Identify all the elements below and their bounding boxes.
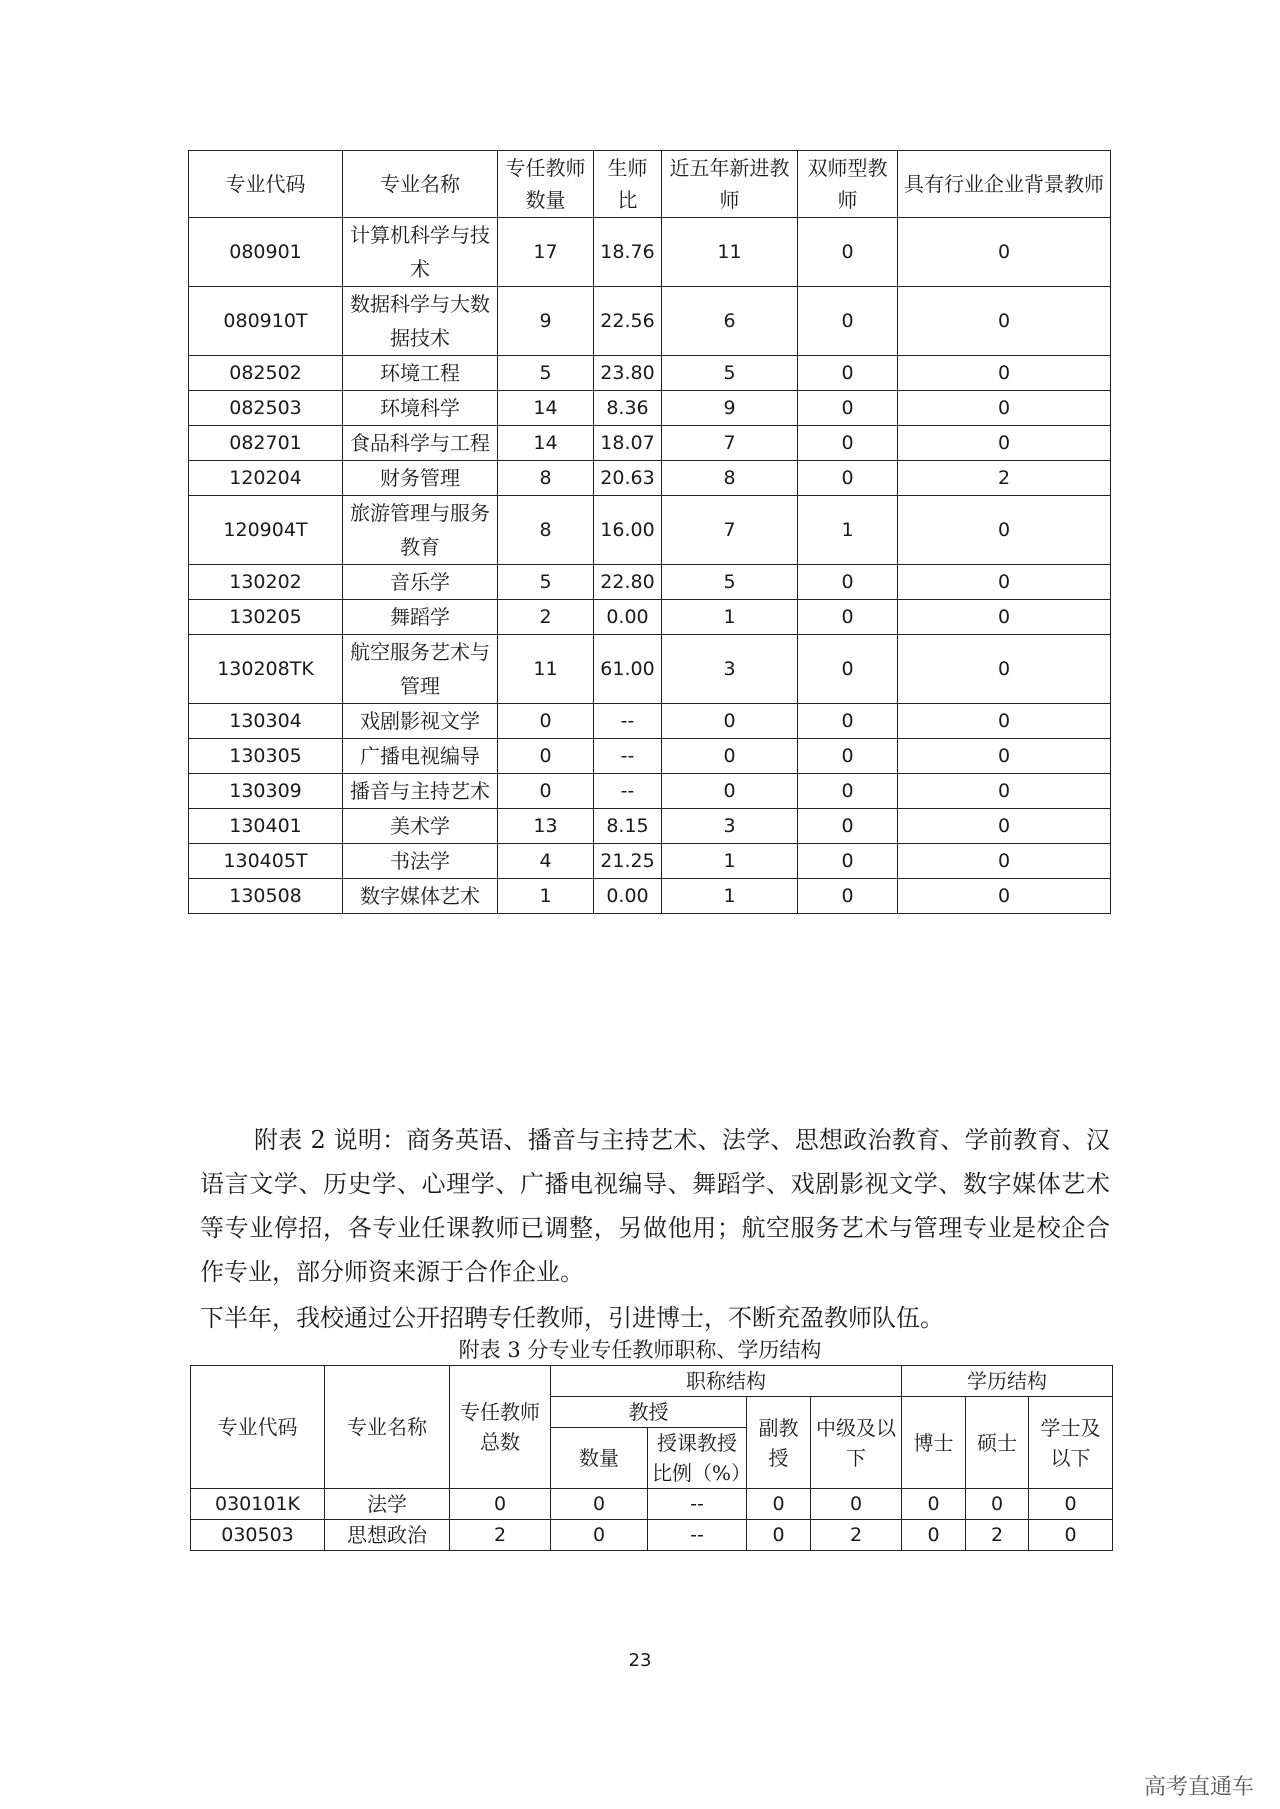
teacher-stats-table-body	[189, 218, 1111, 914]
table-cell: 0	[798, 879, 898, 914]
table-cell: 0.00	[594, 879, 662, 914]
table-row	[189, 565, 1111, 600]
table-cell: 0	[898, 774, 1111, 809]
table-cell: 030101K	[191, 1489, 325, 1520]
table-cell: 0	[551, 1489, 648, 1520]
header-cell: 近五年新进教师	[662, 151, 798, 218]
table-cell: 130304	[189, 704, 343, 739]
table-cell: 6	[662, 287, 798, 356]
table-row	[189, 635, 1111, 704]
table-cell: 0	[898, 635, 1111, 704]
table-cell: 0	[798, 461, 898, 496]
table-cell: --	[594, 739, 662, 774]
table-cell: 5	[662, 565, 798, 600]
table-cell: --	[648, 1489, 747, 1520]
table-cell: 0	[898, 844, 1111, 879]
table-cell: 130205	[189, 600, 343, 635]
header-cell: 学士及以下	[1029, 1397, 1113, 1489]
table-cell: 0	[898, 496, 1111, 565]
table-cell: 5	[498, 356, 594, 391]
table-cell: 0	[898, 356, 1111, 391]
table-cell: 音乐学	[343, 565, 498, 600]
table-cell: 130508	[189, 879, 343, 914]
table-cell: 广播电视编导	[343, 739, 498, 774]
table-cell: 1	[662, 600, 798, 635]
table-cell: 0	[898, 218, 1111, 287]
table-cell: 美术学	[343, 809, 498, 844]
table-cell: 082502	[189, 356, 343, 391]
table-cell: 财务管理	[343, 461, 498, 496]
header-cell: 教授	[551, 1397, 747, 1428]
table-cell: 环境工程	[343, 356, 498, 391]
header-cell: 专业名称	[325, 1366, 450, 1489]
table-row	[189, 356, 1111, 391]
table-cell: 8	[498, 496, 594, 565]
watermark: 高考直通车	[1143, 1775, 1254, 1800]
table-cell: --	[648, 1520, 747, 1551]
table-cell: 0	[798, 600, 898, 635]
table-cell: 130305	[189, 739, 343, 774]
table-cell: 082503	[189, 391, 343, 426]
table-cell: 0	[898, 565, 1111, 600]
header-cell: 双师型教师	[798, 151, 898, 218]
table-cell: 食品科学与工程	[343, 426, 498, 461]
header-cell: 专任教师总数	[450, 1366, 551, 1489]
header-cell: 专业代码	[189, 151, 343, 218]
header-cell: 授课教授比例（%）	[648, 1428, 747, 1489]
table-cell: 8.15	[594, 809, 662, 844]
table-cell: --	[594, 704, 662, 739]
table-cell: 22.56	[594, 287, 662, 356]
header-cell: 专业代码	[191, 1366, 325, 1489]
table-cell: 数字媒体艺术	[343, 879, 498, 914]
header-cell: 博士	[902, 1397, 966, 1489]
table-cell: 61.00	[594, 635, 662, 704]
table-cell: 9	[662, 391, 798, 426]
table-cell: 11	[662, 218, 798, 287]
recruitment-paragraph: 下半年，我校通过公开招聘专任教师，引进博士，不断充盈教师队伍。	[200, 1304, 944, 1332]
table-cell: 0	[798, 635, 898, 704]
table-cell: 2	[811, 1520, 902, 1551]
table-cell: 0	[498, 739, 594, 774]
table-cell: 0	[798, 704, 898, 739]
table-cell: 130401	[189, 809, 343, 844]
table-cell: 0	[798, 287, 898, 356]
teacher-stats-table	[188, 150, 1111, 914]
table-cell: 舞蹈学	[343, 600, 498, 635]
table-cell: 5	[498, 565, 594, 600]
table-cell: 0	[898, 287, 1111, 356]
table-cell: 3	[662, 809, 798, 844]
table-cell: 18.07	[594, 426, 662, 461]
table-cell: 0	[798, 565, 898, 600]
table-cell: 计算机科学与技术	[343, 218, 498, 287]
table-cell: 8.36	[594, 391, 662, 426]
table-cell: 14	[498, 391, 594, 426]
header-cell: 职称结构	[551, 1366, 902, 1397]
page-number: 23	[628, 1650, 652, 1671]
table-cell: 8	[662, 461, 798, 496]
table-cell: 0	[498, 774, 594, 809]
table-cell: 120904T	[189, 496, 343, 565]
table-cell: 旅游管理与服务教育	[343, 496, 498, 565]
table-cell: 0	[662, 739, 798, 774]
table-cell: 130309	[189, 774, 343, 809]
table-cell: 0	[450, 1489, 551, 1520]
table-cell: 0	[798, 356, 898, 391]
table-cell: 13	[498, 809, 594, 844]
table-cell: 0	[902, 1489, 966, 1520]
table-cell: 130202	[189, 565, 343, 600]
table-cell: 082701	[189, 426, 343, 461]
table-cell: 0	[747, 1520, 811, 1551]
table-row	[189, 704, 1111, 739]
header-cell: 硕士	[966, 1397, 1029, 1489]
table-cell: 播音与主持艺术	[343, 774, 498, 809]
table-cell: 7	[662, 426, 798, 461]
table-row	[189, 461, 1111, 496]
table-row	[191, 1489, 1113, 1520]
header-cell: 学历结构	[902, 1366, 1113, 1397]
header-cell: 专业名称	[343, 151, 498, 218]
table-row	[189, 391, 1111, 426]
table-row	[189, 809, 1111, 844]
table-cell: 9	[498, 287, 594, 356]
table-cell: 思想政治	[325, 1520, 450, 1551]
table-row	[189, 739, 1111, 774]
table-cell: 环境科学	[343, 391, 498, 426]
table-row	[191, 1520, 1113, 1551]
table-row	[189, 879, 1111, 914]
table-cell: 0	[798, 774, 898, 809]
table-row	[189, 774, 1111, 809]
table-cell: 0	[898, 600, 1111, 635]
table-cell: 2	[498, 600, 594, 635]
table-cell: 0	[798, 426, 898, 461]
table-cell: 戏剧影视文学	[343, 704, 498, 739]
table-cell: 8	[498, 461, 594, 496]
header-cell: 数量	[551, 1428, 648, 1489]
table-cell: 120204	[189, 461, 343, 496]
table-cell: 3	[662, 635, 798, 704]
table-cell: 0	[798, 844, 898, 879]
table-cell: 0	[798, 218, 898, 287]
table-cell: 0	[798, 391, 898, 426]
table-cell: 2	[898, 461, 1111, 496]
table-cell: 0	[898, 391, 1111, 426]
table-cell: 14	[498, 426, 594, 461]
table-cell: 0	[662, 774, 798, 809]
header-cell: 副教授	[747, 1397, 811, 1489]
table-row	[189, 496, 1111, 565]
table-cell: 18.76	[594, 218, 662, 287]
table-cell: 0	[551, 1520, 648, 1551]
table-cell: 4	[498, 844, 594, 879]
header-cell: 中级及以下	[811, 1397, 902, 1489]
table-cell: 0	[966, 1489, 1029, 1520]
table-cell: 7	[662, 496, 798, 565]
table-cell: 20.63	[594, 461, 662, 496]
table-row	[189, 287, 1111, 356]
table-cell: 2	[966, 1520, 1029, 1551]
table-cell: 21.25	[594, 844, 662, 879]
table-cell: 130405T	[189, 844, 343, 879]
table-cell: 0	[662, 704, 798, 739]
table-cell: 航空服务艺术与管理	[343, 635, 498, 704]
table-cell: 0	[898, 879, 1111, 914]
table-cell: 16.00	[594, 496, 662, 565]
table-row	[189, 600, 1111, 635]
table-cell: 1	[798, 496, 898, 565]
table-cell: 0	[898, 739, 1111, 774]
table-cell: 0	[898, 426, 1111, 461]
table-cell: 11	[498, 635, 594, 704]
table-cell: --	[594, 774, 662, 809]
table-cell: 0	[898, 809, 1111, 844]
table-cell: 22.80	[594, 565, 662, 600]
table-cell: 2	[450, 1520, 551, 1551]
table-cell: 23.80	[594, 356, 662, 391]
table-cell: 书法学	[343, 844, 498, 879]
table-cell: 0	[811, 1489, 902, 1520]
table-cell: 1	[498, 879, 594, 914]
header-cell: 专任教师数量	[498, 151, 594, 218]
table-cell: 0	[747, 1489, 811, 1520]
title-education-table	[190, 1365, 1113, 1551]
table-cell: 080901	[189, 218, 343, 287]
title-education-table-body	[191, 1489, 1113, 1551]
table-row	[189, 426, 1111, 461]
table-cell: 0	[1029, 1489, 1113, 1520]
table-cell: 030503	[191, 1520, 325, 1551]
table-cell: 1	[662, 879, 798, 914]
header-cell: 生师比	[594, 151, 662, 218]
table-cell: 0.00	[594, 600, 662, 635]
table-cell: 0	[1029, 1520, 1113, 1551]
title-education-table-header	[191, 1366, 1113, 1489]
table-row	[189, 844, 1111, 879]
table2-note: 附表 2 说明：商务英语、播音与主持艺术、法学、思想政治教育、学前教育、汉语言文学、历史学、心理学、广播电视编导、舞蹈学、戏剧影视文学、数字媒体艺术等专业停招，各专业任课教师已调整，另做他用；航空服务艺术与管理专业是校企合作专业，部分师资来源于合作企业。	[200, 1126, 1110, 1286]
table-cell: 数据科学与大数据技术	[343, 287, 498, 356]
table-cell: 0	[798, 809, 898, 844]
table-cell: 080910T	[189, 287, 343, 356]
table-cell: 0	[798, 739, 898, 774]
table-cell: 0	[498, 704, 594, 739]
table-cell: 1	[662, 844, 798, 879]
table-cell: 130208TK	[189, 635, 343, 704]
header-cell: 具有行业企业背景教师	[898, 151, 1111, 218]
table-cell: 17	[498, 218, 594, 287]
table-cell: 0	[902, 1520, 966, 1551]
table-cell: 0	[898, 704, 1111, 739]
teacher-stats-table-header	[189, 151, 1111, 218]
table-row	[189, 218, 1111, 287]
table-cell: 法学	[325, 1489, 450, 1520]
table3-caption: 附表 3 分专业专任教师职称、学历结构	[458, 1338, 822, 1362]
table-cell: 5	[662, 356, 798, 391]
